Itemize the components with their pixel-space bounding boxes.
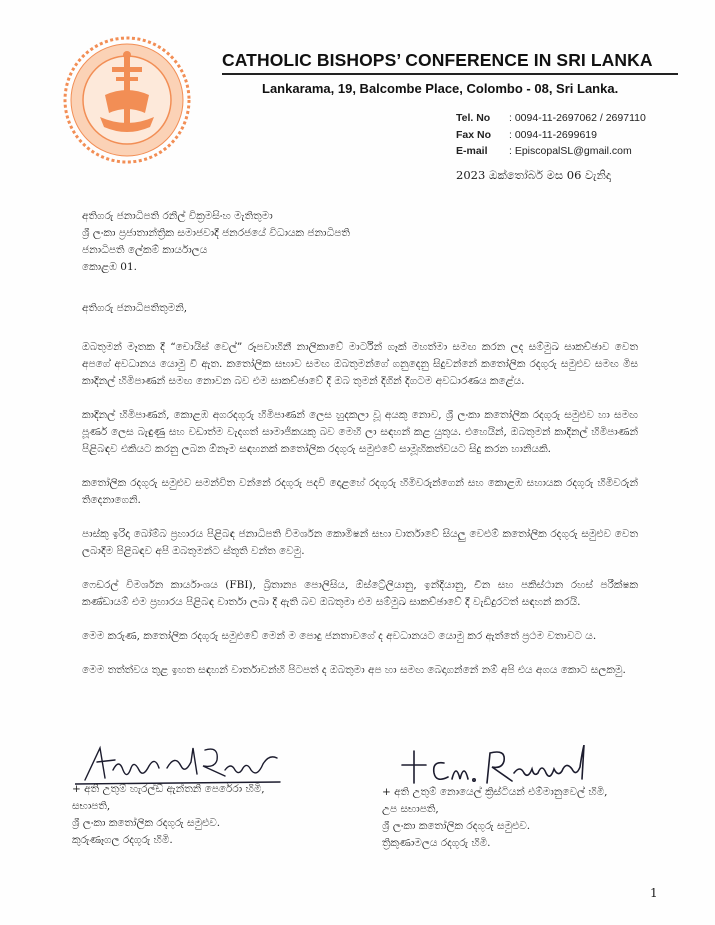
recipient-line: අතිගරු ජනාධිපති රනිල් වික්‍රමසිංහ මැතිතුමා	[82, 210, 273, 222]
contact-details	[456, 112, 646, 162]
body-paragraph: ෆෙඩරල් විමර්ශන කාර්යාංශය (FBI), බ්‍රිතාන්‍ය පොලිසිය, ඕස්ට්‍රේලියානු, ඉන්දියානු, චීන සහ පකිස්ථාන රහස් පරීක්ෂක කණ්ඩායම් එම ප්‍රහාරය පිළිබඳ වාර්තා ලබා දී ඇති බව ඔබතුමා එම සම්මුඛ සාකච්ඡාවේ දී වැඩිදුරටත් සඳහන් කරයි.	[82, 579, 638, 608]
signatory-line: ශ්‍රී ලංකා කතෝලික රදගුරු සමුළුව.	[382, 820, 531, 832]
letter-date: 2023 ඔක්තෝබර් මස 06 වැනිදා	[456, 168, 611, 182]
body-paragraph: මෙම කරුණ, කතෝලික රදගුරු සමුළුවේ මෙන් ම පොදු ජනතාවගේ ද අවධානයට යොමු කර ඇත්තේ ප්‍රථම වතාවට ය.	[82, 630, 597, 642]
body-paragraph: මෙම තත්ත්වය තුළ ඉහත සඳහන් වාර්තාවන්හි පිටපත් ද ඔබතුමා අප හා සමඟ බෙදාගන්නේ නම් අපි එය අගය කොට සලකමු.	[82, 664, 626, 676]
cbcsl-logo	[60, 25, 195, 175]
recipient-line: ජනාධිපති ලේකම් කාර්යාලය	[82, 244, 208, 256]
contact-value: : 0094-11-2697062 / 2697110	[509, 112, 646, 124]
signatory-line: සභාපති,	[72, 800, 111, 812]
signature-president	[75, 740, 285, 785]
contact-label: Fax No	[456, 128, 492, 141]
body-paragraph: ඔබතුමන් මෑතක දී “චොයිස් වෙල්” රූපවාහිනී නාලිකාවේ මාර්ටින් ගෑක් මහත්මා සමඟ කරන ලද සම්මුඛ සාකච්ඡාව වෙත අපගේ අවධානය යොමු වී ඇත. කතෝලික සභාව සමඟ ඔබතුමන්ගේ ගනුදෙනු සිදුවන්නේ කතෝලික රදගුරු සමුළුව සමඟ මිස කාදිනල් හිමිපාණන් සමඟ නොවන බව එම සාකච්ඡාවේ දී ඔබ තුමන් දිගින් දිගටම අවධාරණය කළේය.	[82, 341, 638, 387]
page-number: 1	[650, 886, 658, 900]
contact-label: Tel. No	[456, 112, 491, 124]
letter-body	[82, 339, 638, 696]
contact-value: : EpiscopalSL@gmail.com	[509, 145, 632, 157]
signatory-line: කුරුණෑගල රදගුරු හිමි.	[72, 834, 173, 846]
contact-row-tel	[456, 112, 646, 129]
signatory-line: + අති උතුම් නොයෙල් ක්‍රිස්ටියන් එම්මානුවෙල් හිමි,	[382, 786, 608, 798]
body-paragraph: කාදිනල් හිමිපාණන්, කොළඹ අගරදගුරු හිමිපාණන් ලෙස හුදකලා වූ අයකු නොව, ශ්‍රී ලංකා කතෝලික රදගුරු සමුළුව හා සමඟ පූර්ණ ලෙස බැඳුණු සහ වඩාත්ම වැදගත් සාමාජිකයකු බව මෙහි ලා සඳහන් කළ යුතුය. එහෙයින්, ඔබතුමන් කාදිනල් හිමිපාණන් පිළිබඳව එකියට කරනු ලබන ඕනෑම සඳහනක් කතෝලික රදගුරු සමුළුවේ සාමූහිකත්වයට සිදු කරන හානියකි.	[82, 409, 638, 455]
recipient-line: ශ්‍රී ලංකා ප්‍රජාතාන්ත්‍රික සමාජවාදී ජනරජයේ විධායක ජනාධිපති	[82, 227, 350, 239]
signatory-president	[72, 781, 265, 849]
recipient-address	[82, 208, 350, 276]
body-paragraph: කතෝලික රදගුරු සමුළුව සමන්විත වන්නේ රදගුරු පදවි දොළහේ රදගුරු හිමිවරුන්ගෙන් සහ කොළඹ සහායක රදගුරු හිමිවරුන් තිදෙනාගෙනි.	[82, 477, 638, 506]
contact-value: : 0094-11-2699619	[509, 128, 597, 141]
organization-address: Lankarama, 19, Balcombe Place, Colombo - 08, Sri Lanka.	[262, 81, 619, 96]
signatory-vice-president	[382, 784, 608, 852]
contact-row-email	[456, 145, 646, 162]
contact-label: E-mail	[456, 145, 488, 157]
body-paragraph: පාස්කු ඉරිදා බෝම්බ ප්‍රහාරය පිළිබඳ ජනාධිපති විමර්ශන කොමිෂන් සභා වාර්තාවේ සියලු වෙළුම් කතෝලික රදගුරු සමුළුව වෙත ලබාදීම පිළිබඳව අපි ඔබතුමන්ට ස්තූති වන්ත වෙමු.	[82, 528, 638, 557]
header-divider	[222, 73, 678, 75]
signatory-line: ශ්‍රී ලංකා කතෝලික රදගුරු සමුළුව.	[72, 817, 221, 829]
recipient-line: කොළඹ 01.	[82, 261, 137, 273]
contact-row-fax	[456, 129, 646, 146]
salutation: අතිගරු ජනාධිපතිතුමනි,	[82, 302, 188, 314]
signatory-line: උප සභාපති,	[382, 803, 439, 815]
organization-name: CATHOLIC BISHOPS’ CONFERENCE IN SRI LANKA	[222, 50, 653, 70]
signatory-line: ත්‍රිකුණාමලය රදගුරු හිමි.	[382, 837, 491, 849]
signatory-line: + අති උතුම් හැරල්ඩ් ඇන්තනි පෙරේරා හිමි,	[72, 783, 265, 795]
